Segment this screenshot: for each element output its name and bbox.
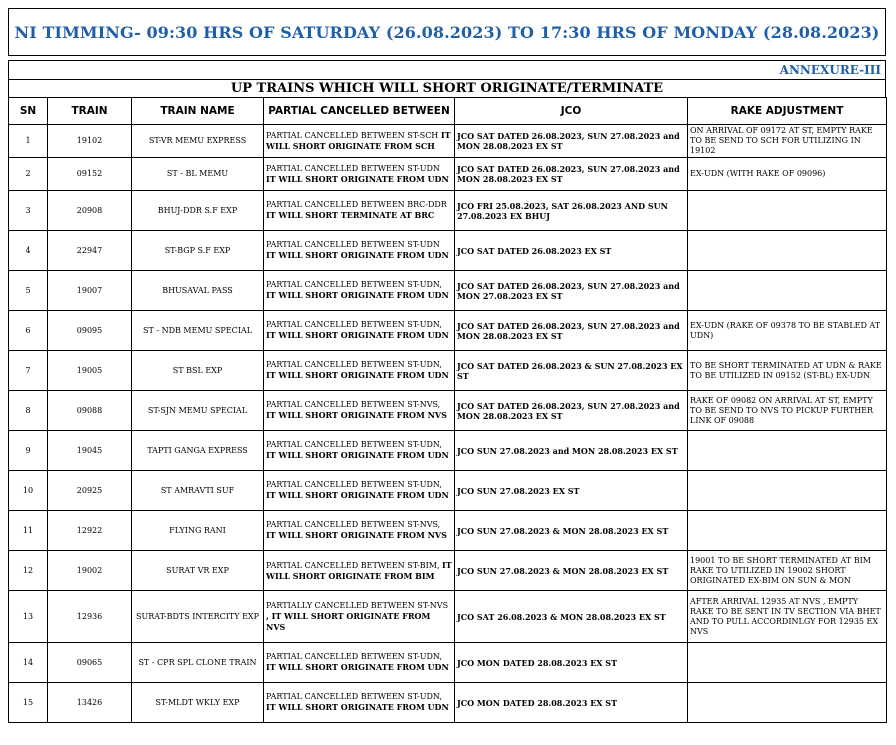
cell-train-number: 09152 (48, 158, 132, 191)
cell-rake-adjustment: 19001 TO BE SHORT TERMINATED AT BIM RAKE TO UTILIZED IN 19002 SHORT ORIGINATED EX-BIM ON SUN & MON (688, 551, 887, 591)
cell-train-number: 09095 (48, 311, 132, 351)
cell-partial-cancelled (264, 591, 455, 643)
short-originate-text: IT WILL SHORT ORIGINATE FROM UDN (266, 490, 449, 500)
table-row (9, 471, 887, 511)
cell-rake-adjustment (688, 471, 887, 511)
short-originate-text: IT WILL SHORT ORIGINATE FROM UDN (266, 662, 449, 672)
cell-jco: JCO SAT DATED 26.08.2023, SUN 27.08.2023 and MON 27.08.2023 EX ST (455, 271, 688, 311)
cell-jco: JCO SAT 26.08.2023 & MON 28.08.2023 EX ST (455, 591, 688, 643)
cell-train-number: 09065 (48, 643, 132, 683)
partial-cancelled-text: PARTIAL CANCELLED BETWEEN ST-BIM, (266, 560, 440, 570)
cell-train-number: 12922 (48, 511, 132, 551)
cell-train-name: ST BSL EXP (132, 351, 264, 391)
cell-sn: 11 (9, 511, 48, 551)
cell-jco: JCO SAT DATED 26.08.2023 & SUN 27.08.2023 EX ST (455, 351, 688, 391)
cell-partial-cancelled (264, 351, 455, 391)
cell-sn: 1 (9, 125, 48, 158)
cell-train-name: ST-BGP S.F EXP (132, 231, 264, 271)
cell-train-name: ST-VR MEMU EXPRESS (132, 125, 264, 158)
table-row (9, 591, 887, 643)
partial-cancelled-text: PARTIAL CANCELLED BETWEEN ST-UDN, (266, 280, 442, 289)
table-row (9, 311, 887, 351)
short-originate-text: IT WILL SHORT ORIGINATE FROM UDN (266, 250, 449, 260)
partial-cancelled-text: PARTIAL CANCELLED BETWEEN ST-UDN, (266, 692, 442, 701)
partial-cancelled-text: PARTIAL CANCELLED BETWEEN ST-UDN, (266, 652, 442, 661)
cell-partial-cancelled (264, 231, 455, 271)
partial-cancelled-text: PARTIAL CANCELLED BETWEEN ST-UDN (266, 240, 440, 249)
cell-sn: 2 (9, 158, 48, 191)
cell-partial-cancelled (264, 125, 455, 158)
cell-train-name: SURAT-BDTS INTERCITY EXP (132, 591, 264, 643)
short-originate-text: IT WILL SHORT TERMINATE AT BRC (266, 210, 435, 220)
table-row (9, 643, 887, 683)
col-header-train: TRAIN (48, 98, 132, 125)
cell-partial-cancelled (264, 511, 455, 551)
cell-partial-cancelled (264, 311, 455, 351)
partial-cancelled-text: PARTIAL CANCELLED BETWEEN ST-UDN (266, 163, 440, 173)
cell-train-number: 19102 (48, 125, 132, 158)
cell-rake-adjustment (688, 683, 887, 723)
cell-train-name: FLYING RANI (132, 511, 264, 551)
cell-train-number: 12936 (48, 591, 132, 643)
cell-sn: 8 (9, 391, 48, 431)
cell-train-number: 19005 (48, 351, 132, 391)
cell-jco: JCO FRI 25.08.2023, SAT 26.08.2023 AND SUN 27.08.2023 EX BHUJ (455, 191, 688, 231)
cell-sn: 5 (9, 271, 48, 311)
partial-cancelled-text: PARTIAL CANCELLED BETWEEN ST-SCH (266, 131, 439, 140)
cell-train-name: ST - CPR SPL CLONE TRAIN (132, 643, 264, 683)
cell-rake-adjustment: RAKE OF 09082 ON ARRIVAL AT ST, EMPTY TO BE SEND TO NVS TO PICKUP FURTHER LINK OF 09088 (688, 391, 887, 431)
cell-rake-adjustment: ON ARRIVAL OF 09172 AT ST, EMPTY RAKE TO BE SEND TO SCH FOR UTILIZING IN 19102 (688, 125, 887, 158)
cell-train-name: ST - BL MEMU (132, 158, 264, 191)
cell-rake-adjustment: AFTER ARRIVAL 12935 AT NVS , EMPTY RAKE TO BE SENT IN TV SECTION VIA BHET AND TO PULL ACCORDINLGY FOR 12935 EX NVS (688, 591, 887, 643)
cell-sn: 10 (9, 471, 48, 511)
cell-rake-adjustment (688, 643, 887, 683)
table-row (9, 391, 887, 431)
cell-sn: 14 (9, 643, 48, 683)
cell-sn: 12 (9, 551, 48, 591)
short-originate-text: IT WILL SHORT ORIGINATE FROM NVS (266, 530, 447, 540)
cell-sn: 7 (9, 351, 48, 391)
partial-cancelled-text: PARTIAL CANCELLED BETWEEN ST-NVS, (266, 400, 441, 409)
table-body (9, 125, 887, 723)
table-row (9, 683, 887, 723)
cell-rake-adjustment (688, 231, 887, 271)
cell-rake-adjustment: TO BE SHORT TERMINATED AT UDN & RAKE TO BE UTILIZED IN 09152 (ST-BL) EX-UDN (688, 351, 887, 391)
partial-cancelled-text: PARTIAL CANCELLED BETWEEN BRC-DDR (266, 200, 447, 209)
col-header-partial-cancelled: PARTIAL CANCELLED BETWEEN (264, 98, 455, 125)
cell-partial-cancelled (264, 431, 455, 471)
short-originate-text: IT WILL SHORT ORIGINATE FROM UDN (266, 370, 449, 380)
table-row (9, 271, 887, 311)
partial-cancelled-text: PARTIALLY CANCELLED BETWEEN ST-NVS (266, 600, 449, 610)
short-originate-text: IT WILL SHORT ORIGINATE FROM UDN (266, 173, 449, 184)
cell-jco: JCO SAT DATED 26.08.2023, SUN 27.08.2023 and MON 28.08.2023 EX ST (455, 158, 688, 191)
cell-rake-adjustment (688, 271, 887, 311)
cell-train-number: 22947 (48, 231, 132, 271)
cell-train-name: ST - NDB MEMU SPECIAL (132, 311, 264, 351)
short-originate-text: , IT WILL SHORT ORIGINATE FROM NVS (266, 610, 431, 632)
cell-partial-cancelled (264, 191, 455, 231)
short-originate-text: IT WILL SHORT ORIGINATE FROM SCH (266, 130, 451, 151)
cell-jco: JCO SAT DATED 26.08.2023, SUN 27.08.2023 and MON 28.08.2023 EX ST (455, 311, 688, 351)
table-row (9, 191, 887, 231)
cell-sn: 15 (9, 683, 48, 723)
table-row (9, 158, 887, 191)
cell-rake-adjustment (688, 511, 887, 551)
cell-train-number: 19002 (48, 551, 132, 591)
cell-rake-adjustment: EX-UDN (WITH RAKE OF 09096) (688, 158, 887, 191)
cell-sn: 6 (9, 311, 48, 351)
banner-title: NI TIMMING- 09:30 HRS OF SATURDAY (26.08.2023) TO 17:30 HRS OF MONDAY (28.08.2023) (8, 8, 886, 56)
table-row (9, 231, 887, 271)
cell-partial-cancelled (264, 471, 455, 511)
col-header-jco: JCO (455, 98, 688, 125)
cell-jco: JCO SUN 27.08.2023 and MON 28.08.2023 EX ST (455, 431, 688, 471)
col-header-rake-adjustment: RAKE ADJUSTMENT (688, 98, 887, 125)
table-subtitle: UP TRAINS WHICH WILL SHORT ORIGINATE/TERMINATE (8, 79, 886, 97)
partial-cancelled-text: PARTIAL CANCELLED BETWEEN ST-UDN, (266, 440, 442, 449)
cell-sn: 13 (9, 591, 48, 643)
col-header-sn: SN (9, 98, 48, 125)
cell-train-number: 19045 (48, 431, 132, 471)
partial-cancelled-text: PARTIAL CANCELLED BETWEEN ST-UDN, (266, 360, 442, 369)
cell-train-number: 13426 (48, 683, 132, 723)
partial-cancelled-text: PARTIAL CANCELLED BETWEEN ST-UDN, (266, 320, 442, 329)
document-frame (8, 8, 886, 723)
cell-train-number: 09088 (48, 391, 132, 431)
cell-sn: 4 (9, 231, 48, 271)
cell-train-name: TAPTI GANGA EXPRESS (132, 431, 264, 471)
cell-train-name: BHUSAVAL PASS (132, 271, 264, 311)
table-row (9, 551, 887, 591)
short-originate-text: IT WILL SHORT ORIGINATE FROM BIM (266, 559, 452, 581)
short-originate-text: IT WILL SHORT ORIGINATE FROM UDN (266, 330, 449, 340)
cell-partial-cancelled (264, 551, 455, 591)
cell-jco: JCO SAT DATED 26.08.2023, SUN 27.08.2023 and MON 28.08.2023 EX ST (455, 391, 688, 431)
cell-train-name: ST AMRAVTI SUF (132, 471, 264, 511)
partial-cancelled-text: PARTIAL CANCELLED BETWEEN ST-NVS, (266, 520, 441, 529)
table-row (9, 351, 887, 391)
header-row (9, 98, 887, 125)
cell-partial-cancelled (264, 271, 455, 311)
short-originate-text: IT WILL SHORT ORIGINATE FROM UDN (266, 450, 449, 460)
table-row (9, 431, 887, 471)
cell-jco: JCO SAT DATED 26.08.2023 EX ST (455, 231, 688, 271)
cell-sn: 9 (9, 431, 48, 471)
cell-rake-adjustment: EX-UDN (RAKE OF 09378 TO BE STABLED AT UDN) (688, 311, 887, 351)
col-header-train-name: TRAIN NAME (132, 98, 264, 125)
annexure-label: ANNEXURE-III (8, 60, 886, 79)
cell-rake-adjustment (688, 431, 887, 471)
cell-train-name: SURAT VR EXP (132, 551, 264, 591)
cell-rake-adjustment (688, 191, 887, 231)
cell-train-number: 20925 (48, 471, 132, 511)
cell-train-number: 19007 (48, 271, 132, 311)
partial-cancelled-text: PARTIAL CANCELLED BETWEEN ST-UDN, (266, 480, 442, 489)
cell-jco: JCO MON DATED 28.08.2023 EX ST (455, 683, 688, 723)
cell-jco: JCO SUN 27.08.2023 EX ST (455, 471, 688, 511)
cell-train-number: 20908 (48, 191, 132, 231)
short-originate-text: IT WILL SHORT ORIGINATE FROM NVS (266, 410, 447, 420)
cell-jco: JCO MON DATED 28.08.2023 EX ST (455, 643, 688, 683)
cell-partial-cancelled (264, 158, 455, 191)
short-originate-text: IT WILL SHORT ORIGINATE FROM UDN (266, 290, 449, 300)
cell-jco: JCO SUN 27.08.2023 & MON 28.08.2023 EX ST (455, 511, 688, 551)
cell-partial-cancelled (264, 683, 455, 723)
cell-sn: 3 (9, 191, 48, 231)
cell-partial-cancelled (264, 391, 455, 431)
table-row (9, 511, 887, 551)
cell-train-name: ST-SJN MEMU SPECIAL (132, 391, 264, 431)
trains-table (8, 97, 887, 723)
cell-jco: JCO SUN 27.08.2023 & MON 28.08.2023 EX ST (455, 551, 688, 591)
table-row (9, 125, 887, 158)
cell-train-name: ST-MLDT WKLY EXP (132, 683, 264, 723)
cell-train-name: BHUJ-DDR S.F EXP (132, 191, 264, 231)
short-originate-text: IT WILL SHORT ORIGINATE FROM UDN (266, 702, 449, 712)
cell-partial-cancelled (264, 643, 455, 683)
cell-jco: JCO SAT DATED 26.08.2023, SUN 27.08.2023 and MON 28.08.2023 EX ST (455, 125, 688, 158)
